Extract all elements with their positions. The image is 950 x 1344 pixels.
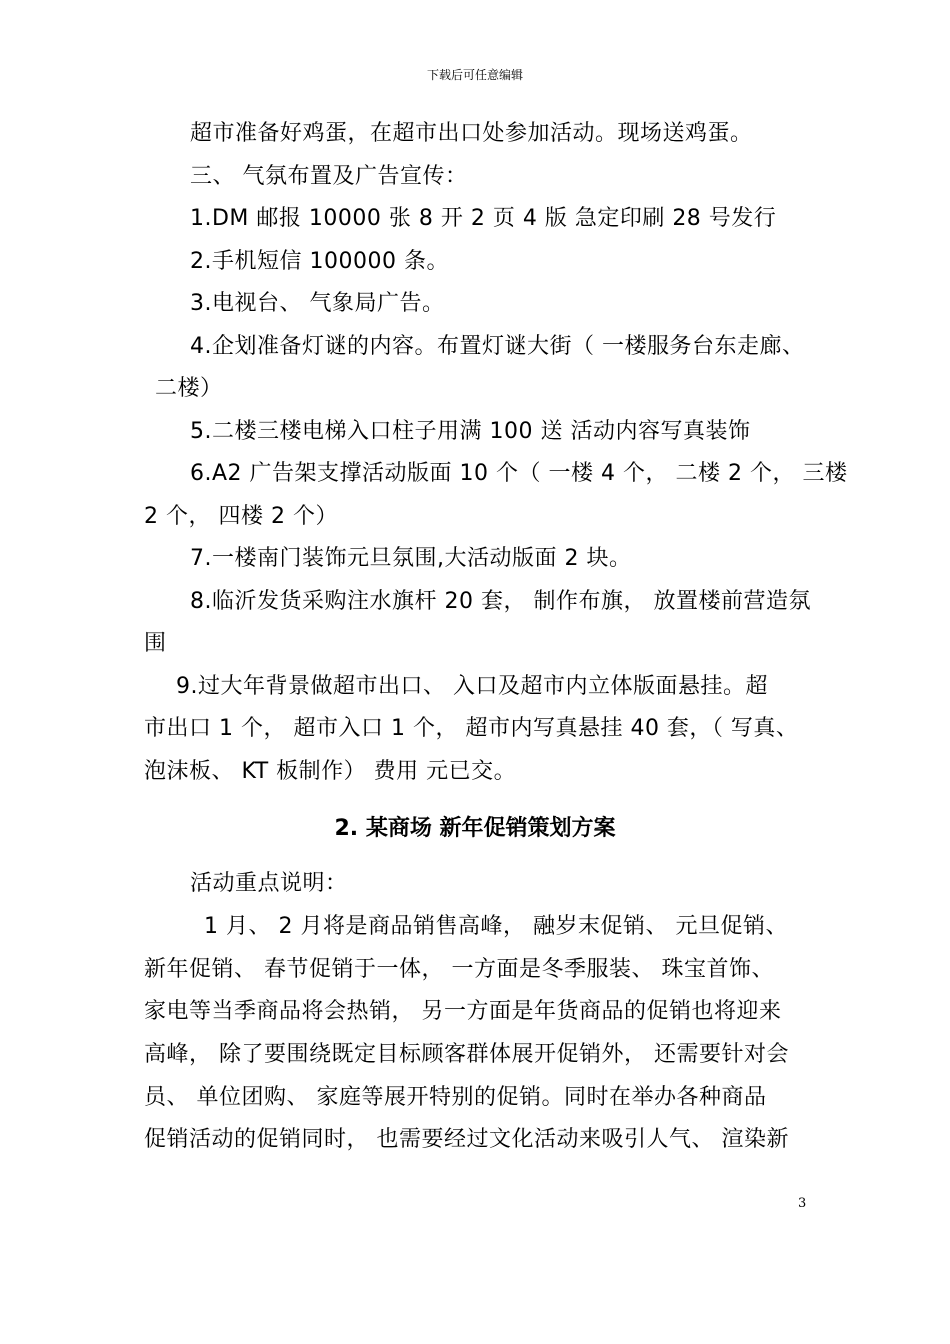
paragraph-line: 家电等当季商品将会热销， 另一方面是年货商品的促销也将迎来 bbox=[144, 999, 782, 1024]
list-item: 6.A2 广告架支撑活动版面 10 个（ 一楼 4 个， 二楼 2 个， 三楼 bbox=[190, 461, 848, 486]
list-item: 4.企划准备灯谜的内容。布置灯谜大街（ 一楼服务台东走廊、 bbox=[190, 334, 805, 359]
paragraph-label: 活动重点说明： bbox=[190, 871, 348, 896]
paragraph-line: 促销活动的促销同时， 也需要经过文化活动来吸引人气、 渲染新 bbox=[144, 1127, 789, 1152]
list-item-continuation: 泡沫板、 KT 板制作） 费用 元已交。 bbox=[144, 759, 517, 784]
paragraph-line: 员、 单位团购、 家庭等展开特别的促销。同时在举办各种商品 bbox=[144, 1085, 767, 1110]
list-item: 8.临沂发货采购注水旗杆 20 套， 制作布旗， 放置楼前营造氛 bbox=[190, 589, 811, 614]
list-item: 1.DM 邮报 10000 张 8 开 2 页 4 版 急定印刷 28 号发行 bbox=[190, 206, 777, 231]
page-number: 3 bbox=[798, 1196, 807, 1211]
list-item-continuation: 二楼） bbox=[155, 376, 223, 401]
list-item-continuation: 围 bbox=[144, 631, 167, 656]
page-header: 下载后可任意编辑 bbox=[426, 68, 523, 82]
body-line: 超市准备好鸡蛋，在超市出口处参加活动。现场送鸡蛋。 bbox=[190, 121, 753, 146]
paragraph-line: 新年促销、 春节促销于一体， 一方面是冬季服装、 珠宝首饰、 bbox=[144, 957, 774, 982]
paragraph-line: 1 月、 2 月将是商品销售高峰， 融岁末促销、 元旦促销、 bbox=[204, 914, 788, 939]
list-item: 5.二楼三楼电梯入口柱子用满 100 送 活动内容写真装饰 bbox=[190, 419, 751, 444]
section-heading: 2. 某商场 新年促销策划方案 bbox=[334, 816, 616, 841]
paragraph-line: 高峰， 除了要围绕既定目标顾客群体展开促销外， 还需要针对会 bbox=[144, 1042, 789, 1067]
list-item-continuation: 2 个， 四楼 2 个） bbox=[144, 504, 338, 529]
list-item: 3.电视台、 气象局广告。 bbox=[190, 291, 445, 316]
list-item: 7.一楼南门装饰元旦氛围,大活动版面 2 块。 bbox=[190, 546, 632, 571]
list-item: 9.过大年背景做超市出口、 入口及超市内立体版面悬挂。超 bbox=[176, 674, 768, 699]
list-item-continuation: 市出口 1 个， 超市入口 1 个， 超市内写真悬挂 40 套，（ 写真、 bbox=[144, 716, 799, 741]
section-title: 三、 气氛布置及广告宣传： bbox=[190, 164, 468, 189]
list-item: 2.手机短信 100000 条。 bbox=[190, 249, 449, 274]
